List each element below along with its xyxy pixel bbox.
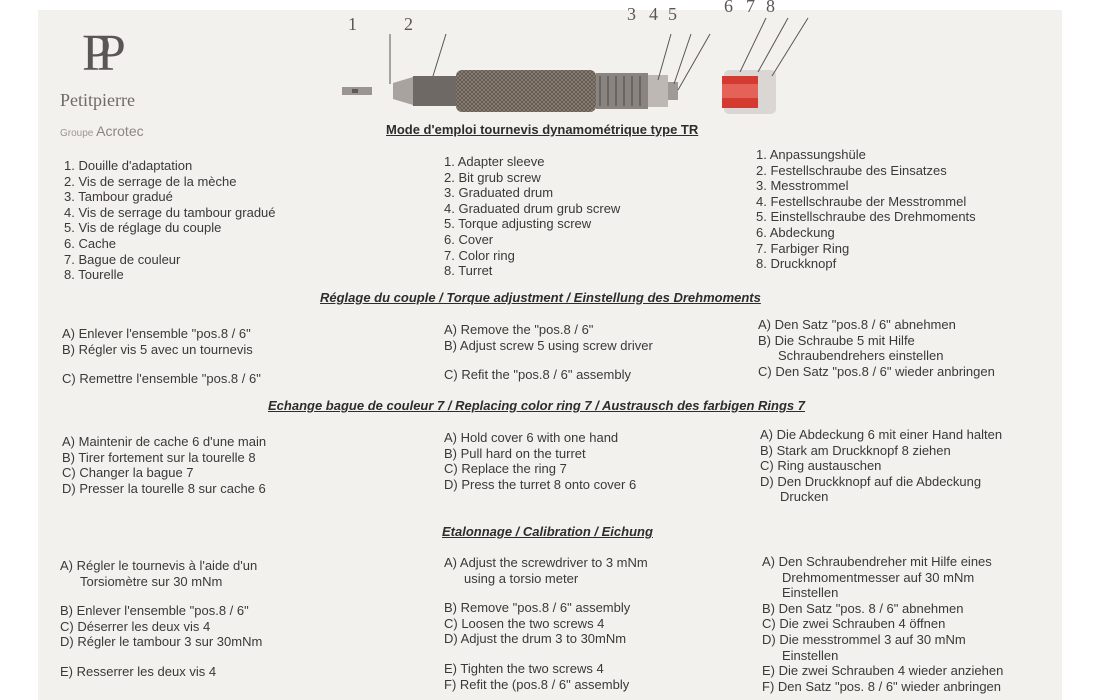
step-item: D) Press the turret 8 onto cover 6 <box>444 476 637 492</box>
group-name: Acrotec <box>96 123 144 139</box>
step-item: Einstellen <box>782 647 839 663</box>
calib-steps-de <box>762 554 1003 694</box>
step-item: B) Enlever l'ensemble "pos.8 / 6" <box>60 603 249 619</box>
step-item: E) Tighten the two screws 4 <box>444 660 604 676</box>
step-item: A) Adjust the screwdriver to 3 mNm <box>444 555 648 570</box>
parts-list-en <box>444 154 620 279</box>
logo-mark-text: PP <box>82 25 112 82</box>
step-item: B) Remove "pos.8 / 6" assembly <box>444 600 631 616</box>
step-item: Torsiomètre sur 30 mNm <box>80 573 223 589</box>
ring-steps-en <box>444 430 636 492</box>
list-item: 7. Bague de couleur <box>64 251 181 267</box>
callout-3: 3 <box>627 4 636 24</box>
step-item: A) Den Satz "pos.8 / 6" abnehmen <box>758 317 956 332</box>
step-item: A) Régler le tournevis à l'aide d'un <box>60 558 258 573</box>
step-item: B) Tirer fortement sur la tourelle 8 <box>62 449 256 465</box>
step-item: Schraubendrehers einstellen <box>778 348 944 364</box>
callout-8: 8 <box>766 0 775 16</box>
list-item: 1. Douille d'adaptation <box>64 158 193 173</box>
step-item: B) Stark am Druckknopf 8 ziehen <box>760 442 951 458</box>
list-item: 1. Anpassungshüle <box>756 147 866 162</box>
list-item: 6. Abdeckung <box>756 224 835 240</box>
step-item: C) Déserrer les deux vis 4 <box>60 618 211 634</box>
step-item: A) Die Abdeckung 6 mit einer Hand halten <box>760 427 1003 442</box>
list-item: 3. Tambour gradué <box>64 189 173 205</box>
callout-1: 1 <box>348 14 357 34</box>
torque-steps-de <box>758 317 995 379</box>
calib-steps-fr <box>60 558 262 680</box>
ring-steps-de <box>760 427 1002 505</box>
step-item: C) Den Satz "pos.8 / 6" wieder anbringen <box>758 363 995 379</box>
step-item: Drehmomentmesser auf 30 mNm <box>782 569 975 585</box>
step-item: E) Die zwei Schrauben 4 wieder anziehen <box>762 663 1004 679</box>
list-item: 2. Vis de serrage de la mèche <box>64 173 237 189</box>
list-item: 3. Graduated drum <box>444 185 554 201</box>
list-item: 5. Torque adjusting screw <box>444 216 592 232</box>
step-item: C) Loosen the two screws 4 <box>444 615 605 631</box>
callout-2: 2 <box>404 14 413 34</box>
brand-name: Petitpierre <box>60 90 135 110</box>
instruction-sheet <box>38 0 1062 700</box>
callout-5: 5 <box>668 4 677 24</box>
list-item: 4. Festellschraube der Messtrommel <box>756 193 967 209</box>
step-item: D) Die messtrommel 3 auf 30 mNm <box>762 631 966 647</box>
step-item: D) Den Druckknopf auf die Abdeckung <box>760 473 982 489</box>
list-item: 3. Messtrommel <box>756 178 849 194</box>
step-item: B) Den Satz "pos. 8 / 6" abnehmen <box>762 600 964 616</box>
list-item: 4. Vis de serrage du tambour gradué <box>64 204 276 220</box>
group-prefix: Groupe <box>60 128 94 139</box>
step-item: Einstellen <box>782 585 839 601</box>
step-item: C) Replace the ring 7 <box>444 461 567 477</box>
step-item: F) Refit the (pos.8 / 6" assembly <box>444 676 630 692</box>
group-label <box>60 123 144 139</box>
petitpierre-logo <box>82 25 112 82</box>
step-item: C) Die zwei Schrauben 4 öffnen <box>762 616 946 632</box>
list-item: 5. Einstellschraube des Drehmoments <box>756 209 976 225</box>
section-heading-torque: Réglage du couple / Torque adjustment / Einstellung des Drehmoments <box>320 290 761 305</box>
parts-list-fr <box>64 158 276 283</box>
callout-7: 7 <box>746 0 755 16</box>
list-item: 6. Cover <box>444 231 494 247</box>
step-item: Drucken <box>780 489 829 505</box>
step-item: D) Presser la tourelle 8 sur cache 6 <box>62 480 266 496</box>
torque-steps-fr <box>62 326 261 387</box>
step-item: A) Den Schraubendreher mit Hilfe eines <box>762 554 992 569</box>
step-item: C) Remettre l'ensemble "pos.8 / 6" <box>62 371 261 387</box>
bit-grub-nose <box>393 77 413 105</box>
parts-list-de <box>756 147 976 272</box>
step-item: D) Régler le tambour 3 sur 30mNm <box>60 634 263 650</box>
ring-steps-fr <box>62 434 266 496</box>
step-item: B) Régler vis 5 avec un tournevis <box>62 341 253 357</box>
step-item: F) Den Satz "pos. 8 / 6" wieder anbringen <box>762 678 1002 694</box>
step-item: C) Changer la bague 7 <box>62 465 194 481</box>
step-item: C) Ring austauschen <box>760 458 882 474</box>
list-item: 8. Druckknopf <box>756 256 837 272</box>
calib-steps-en <box>444 555 648 692</box>
step-item: B) Die Schraube 5 mit Hilfe <box>758 332 915 348</box>
step-item: B) Pull hard on the turret <box>444 445 586 461</box>
list-item: 2. Festellschraube des Einsatzes <box>756 162 947 178</box>
step-item: B) Adjust screw 5 using screw driver <box>444 337 653 353</box>
knurled-handle <box>456 70 596 112</box>
step-item: D) Adjust the drum 3 to 30mNm <box>444 631 627 647</box>
list-item: 4. Graduated drum grub screw <box>444 200 621 216</box>
list-item: 5. Vis de réglage du couple <box>64 220 222 236</box>
step-item: A) Hold cover 6 with one hand <box>444 430 619 445</box>
list-item: 8. Tourelle <box>64 267 124 283</box>
list-item: 7. Color ring <box>444 247 515 263</box>
step-item: A) Maintenir de cache 6 d'une main <box>62 434 267 449</box>
list-item: 6. Cache <box>64 235 117 251</box>
page-title: Mode d'emploi tournevis dynamométrique type TR <box>386 122 699 137</box>
list-item: 1. Adapter sleeve <box>444 154 545 169</box>
step-item: E) Resserrer les deux vis 4 <box>60 663 217 679</box>
step-item: using a torsio meter <box>464 570 579 586</box>
step-item: A) Enlever l'ensemble "pos.8 / 6" <box>62 326 251 341</box>
list-item: 7. Farbiger Ring <box>756 240 850 256</box>
section-heading-calibration: Etalonnage / Calibration / Eichung <box>442 524 653 539</box>
callout-6: 6 <box>724 0 733 16</box>
list-item: 8. Turret <box>444 263 493 279</box>
callout-4: 4 <box>649 4 658 24</box>
step-item: A) Remove the "pos.8 / 6" <box>444 322 594 337</box>
list-item: 2. Bit grub screw <box>444 169 541 185</box>
step-item: C) Refit the "pos.8 / 6" assembly <box>444 367 631 383</box>
section-heading-ring: Echange bague de couleur 7 / Replacing color ring 7 / Austrausch des farbigen Rings 7 <box>268 398 805 413</box>
torque-steps-en <box>444 322 653 383</box>
